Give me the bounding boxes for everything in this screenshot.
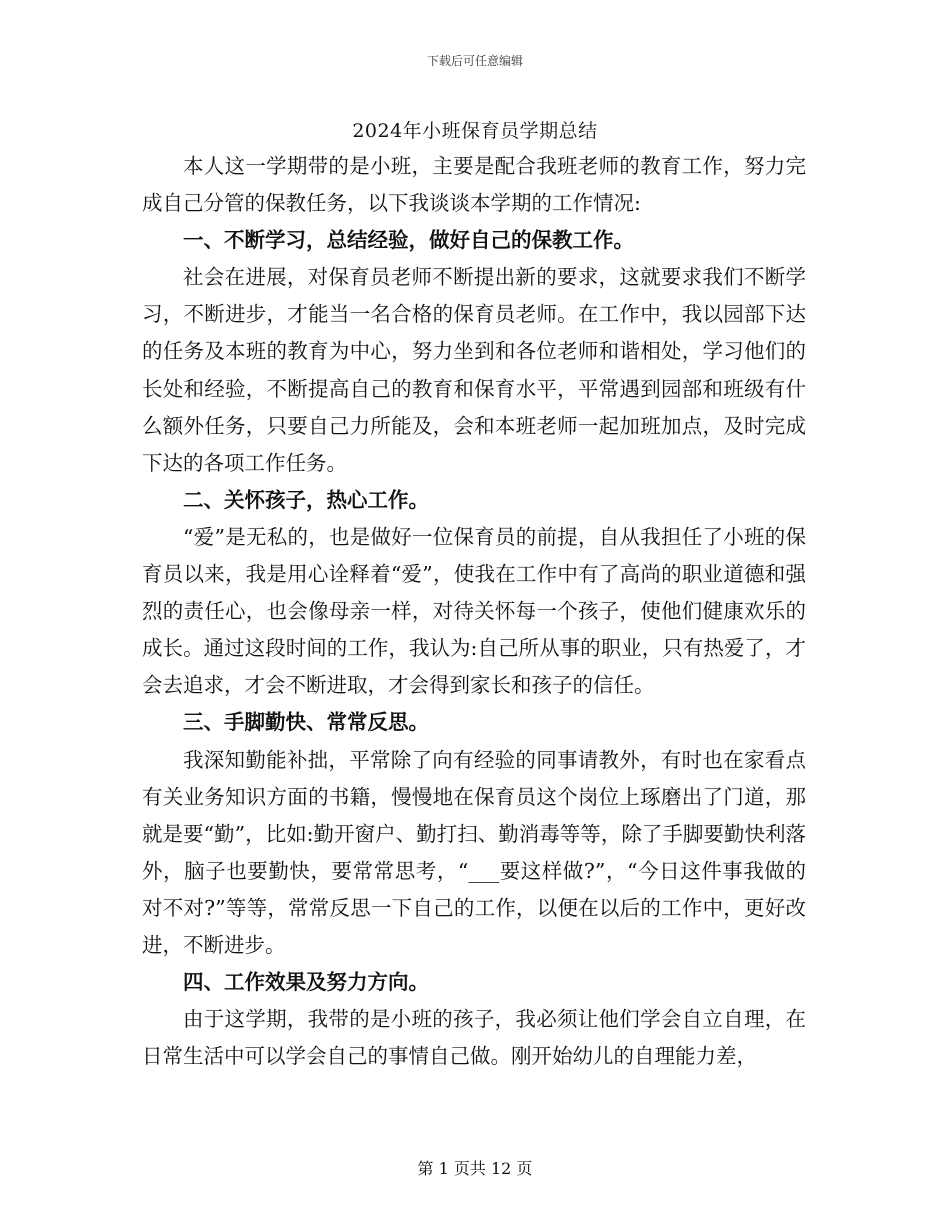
- section-heading-1: 一、不断学习，总结经验，做好自己的保教工作。: [183, 228, 634, 253]
- document-body: [142, 148, 806, 1075]
- section-heading-4: 四、工作效果及努力方向。: [183, 970, 429, 995]
- section-body-1: 社会在进展，对保育员老师不断提出新的要求，这就要求我们不断学习，不断进步，才能当一名合格的保育员老师。在工作中，我以园部下达的任务及本班的教育为中心，努力坐到和各位老师和谐相处，学习他们的长处和经验，不断提高自己的教育和保育水平，平常遇到园部和班级有什么额外任务，只要自己力所能及，会和本班老师一起加班加点，及时完成下达的各项工作任务。: [142, 265, 806, 475]
- document-title: 2024年小班保育员学期总结: [352, 120, 598, 142]
- page-header-note: 下载后可任意编辑: [426, 54, 523, 68]
- intro-paragraph: 本人这一学期带的是小班，主要是配合我班老师的教育工作，努力完成自己分管的保教任务，以下我谈谈本学期的工作情况:: [142, 154, 806, 216]
- section-body-2: “爱”是无私的，也是做好一位保育员的前提，自从我担任了小班的保育员以来，我是用心诠释着“爱”，使我在工作中有了高尚的职业道德和强烈的责任心，也会像母亲一样，对待关怀每一个孩子，使他们健康欢乐的成长。通过这段时间的工作，我认为:自己所从事的职业，只有热爱了，才会去追求，才会不断进取，才会得到家长和孩子的信任。: [142, 524, 806, 698]
- section-body-3: 我深知勤能补拙，平常除了向有经验的同事请教外，有时也在家看点有关业务知识方面的书籍，慢慢地在保育员这个岗位上琢磨出了门道，那就是要“勤”，比如:勤开窗户、勤打扫、勤消毒等等，除了手脚要勤快利落外，脑子也要勤快，要常常思考，“___要这样做?”，“今日这件事我做的对不对?”等等，常常反思一下自己的工作，以便在以后的工作中，更好改进，不断进步。: [142, 747, 806, 957]
- section-heading-3: 三、手脚勤快、常常反思。: [183, 710, 429, 735]
- page-footer-number: 第 1 页共 12 页: [417, 1159, 533, 1178]
- section-body-4: 由于这学期，我带的是小班的孩子，我必须让他们学会自立自理，在日常生活中可以学会自己的事情自己做。刚开始幼儿的自理能力差，: [142, 1007, 806, 1069]
- section-heading-2: 二、关怀孩子，热心工作。: [183, 487, 429, 512]
